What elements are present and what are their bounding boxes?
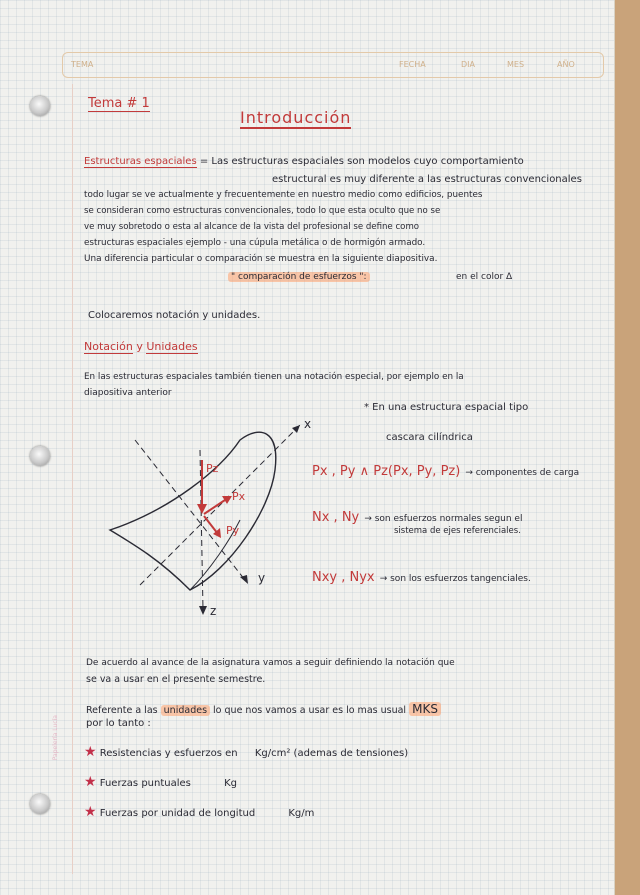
normal-stress-description-2: sistema de ejes referenciales. <box>394 526 521 536</box>
normal-stress-line <box>312 506 522 525</box>
paragraph-1-line-5: ve muy sobretodo o esta al alcance de la vista del profesional se define como <box>84 222 420 232</box>
forces-description: → componentes de carga <box>465 468 580 478</box>
quote-text: " comparación de esfuerzos ": <box>228 272 370 282</box>
unit-label-1: Resistencias y esfuerzos en <box>99 748 238 759</box>
binder-hole-middle <box>30 446 50 466</box>
unit-value-2: Kg <box>224 778 237 789</box>
paragraph-1-line-3: todo lugar se ve actualmente y frecuentemente en nuestro medio como edificios, puentes <box>84 190 483 200</box>
star-icon: ★ <box>84 774 97 790</box>
px-vector <box>204 498 228 514</box>
y-axis-line <box>135 440 245 580</box>
y-axis-label: y <box>258 571 266 585</box>
shell-outline <box>110 432 276 590</box>
paragraph-1-line-4: se consideran como estructuras convencionales, todo lo que esta oculto que no se <box>84 206 441 216</box>
example-line-1: * En una estructura espacial tipo <box>364 402 529 413</box>
notation-intro: Colocaremos notación y unidades. <box>88 310 261 321</box>
px-label: Px <box>232 490 246 503</box>
y-axis-arrow <box>240 575 248 584</box>
page-title: Introducción <box>240 108 352 127</box>
x-axis-arrow <box>292 425 300 433</box>
normal-stress-symbols: Nx , Ny <box>312 510 360 525</box>
units-intro-part-1: Referente a las <box>86 705 158 716</box>
paragraph-4-line-1 <box>86 702 441 716</box>
header-dia: DIA <box>461 60 475 69</box>
paragraph-1-line-2: estructural es muy diferente a las estructuras convencionales <box>272 174 582 185</box>
unit-label-2: Fuerzas puntuales <box>99 778 191 789</box>
mks-highlight: MKS <box>409 702 441 716</box>
section-2-line-1: En las estructuras espaciales también tienen una notación especial, por ejemplo en la <box>84 372 464 382</box>
forces-symbols: Px , Py ∧ Pz(Px, Py, Pz) <box>312 464 461 479</box>
lead-term: Estructuras espaciales <box>84 156 197 167</box>
margin-line <box>72 84 73 874</box>
paragraph-1-line-6: estructuras espaciales ejemplo - una cúpula metálica o de hormigón armado. <box>84 238 426 248</box>
header-mes: MES <box>507 60 525 69</box>
unit-item-2 <box>84 774 237 790</box>
unit-label-3: Fuerzas por unidad de longitud <box>99 808 256 819</box>
unit-note-1: (ademas de tensiones) <box>293 748 409 759</box>
tangential-stress-description: → son los esfuerzos tangenciales. <box>379 574 531 584</box>
tangential-stress-line <box>312 566 531 585</box>
unit-item-3 <box>84 804 314 820</box>
tema-label: Tema # 1 <box>88 96 150 111</box>
binder-hole-bottom <box>30 794 50 814</box>
paragraph-3-line-2: se va a usar en el presente semestre. <box>86 674 266 685</box>
star-icon: ★ <box>84 744 97 760</box>
binder-hole-top <box>30 96 50 116</box>
tangential-stress-symbols: Nxy , Nyx <box>312 570 375 585</box>
paragraph-1-line-1 <box>84 156 524 167</box>
heading-y: y <box>136 340 143 353</box>
color-note: en el color Δ <box>456 272 513 282</box>
z-axis-label: z <box>210 604 217 618</box>
comparison-quote <box>228 272 370 282</box>
paragraph-3-line-1: De acuerdo al avance de la asignatura vamos a seguir definiendo la notación que <box>86 658 455 668</box>
header-ano: AÑO <box>557 60 575 69</box>
normal-stress-description: → son esfuerzos normales segun el <box>364 514 523 524</box>
units-intro-part-2: lo que nos vamos a usar es lo mas usual <box>213 705 407 716</box>
pz-label: Pz <box>206 462 219 475</box>
paragraph-4-line-2: por lo tanto : <box>86 718 151 729</box>
example-line-2: cascara cilíndrica <box>386 432 473 443</box>
header-tema: TEMA <box>71 60 94 69</box>
py-label: Py <box>226 524 240 537</box>
heading-unidades: Unidades <box>146 340 198 353</box>
heading-notacion: Notación <box>84 340 133 353</box>
units-highlight: unidades <box>161 705 210 716</box>
star-icon: ★ <box>84 804 97 820</box>
header-fecha: FECHA <box>399 60 426 69</box>
paragraph-1-line-7: Una diferencia particular o comparación se muestra en la siguiente diapositiva. <box>84 254 438 264</box>
unit-item-1 <box>84 744 408 760</box>
cylindrical-shell-diagram <box>100 410 330 620</box>
page-header <box>62 52 604 78</box>
forces-line <box>312 460 579 479</box>
x-axis-label: x <box>304 417 312 431</box>
brand-mark: Papelería Lucía <box>52 715 59 761</box>
section-2-heading <box>84 340 198 353</box>
unit-value-3: Kg/m <box>288 808 315 819</box>
z-axis-arrow <box>199 606 207 615</box>
paragraph-1-text-1: = Las estructuras espaciales son modelos cuyo comportamiento <box>199 156 524 167</box>
unit-value-1: Kg/cm² <box>254 748 291 759</box>
section-2-line-2: diapositiva anterior <box>84 388 172 398</box>
